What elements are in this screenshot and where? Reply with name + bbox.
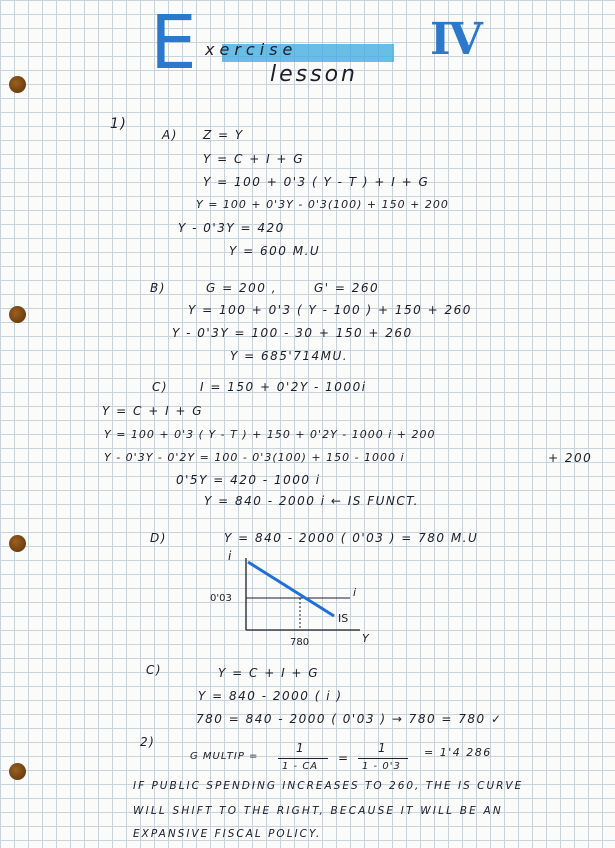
graph-x-axis-label: Y bbox=[362, 632, 369, 645]
is-curve-line bbox=[248, 562, 334, 616]
multiplier-denominator-2: 1 - 0'3 bbox=[362, 761, 401, 772]
line-e1: Y = C + I + G bbox=[218, 666, 320, 680]
line-a5: Y - 0'3Y = 420 bbox=[178, 221, 285, 235]
line-b2: Y = 100 + 0'3 ( Y - 100 ) + 150 + 260 bbox=[188, 303, 472, 317]
line-c2: Y = C + I + G bbox=[102, 404, 204, 418]
line-b3: Y - 0'3Y = 100 - 30 + 150 + 260 bbox=[172, 326, 413, 340]
multiplier-numerator-1: 1 bbox=[296, 741, 306, 755]
graph-x-value-label: 780 bbox=[290, 637, 310, 648]
title-numeral: IV bbox=[430, 14, 481, 65]
line-e2: Y = 840 - 2000 ( i ) bbox=[198, 689, 343, 703]
paragraph-line-3: EXPANSIVE FISCAL POLICY. bbox=[133, 828, 322, 840]
question-2-number: 2) bbox=[140, 735, 156, 749]
line-c4: Y - 0'3Y - 0'2Y = 100 - 0'3(100) + 150 - 1000 i bbox=[104, 451, 405, 464]
line-b1a: G = 200 , bbox=[206, 281, 278, 295]
line-a2: Y = C + I + G bbox=[203, 152, 305, 166]
multiplier-result: = 1'4 286 bbox=[424, 746, 492, 759]
part-e-label: C) bbox=[146, 663, 163, 677]
line-a1: Z = Y bbox=[203, 128, 244, 142]
line-c1: I = 150 + 0'2Y - 1000i bbox=[200, 380, 367, 394]
part-d-label: D) bbox=[150, 531, 167, 545]
equals-sign: = bbox=[338, 751, 350, 765]
question-1-number: 1) bbox=[110, 116, 128, 132]
is-graph-svg bbox=[210, 548, 380, 650]
line-c3: Y = 100 + 0'3 ( Y - T ) + 150 + 0'2Y - 1000 i + 200 bbox=[104, 428, 436, 441]
part-a-label: A) bbox=[162, 128, 178, 142]
is-curve-graph bbox=[210, 548, 380, 654]
binder-hole-2 bbox=[9, 306, 26, 323]
binder-hole-3 bbox=[9, 535, 26, 552]
binder-hole-4 bbox=[9, 763, 26, 780]
title-word-bottom: lesson bbox=[270, 62, 358, 87]
multiplier-label: G MULTIP = bbox=[190, 751, 259, 762]
title-letter: E bbox=[150, 0, 197, 86]
fraction-bar-2 bbox=[358, 758, 408, 759]
binder-hole-1 bbox=[9, 76, 26, 93]
graph-rate-line-label: i bbox=[353, 586, 357, 599]
line-a4: Y = 100 + 0'3Y - 0'3(100) + 150 + 200 bbox=[196, 198, 449, 211]
graph-rate-label: 0'03 bbox=[210, 593, 232, 604]
line-d1: Y = 840 - 2000 ( 0'03 ) = 780 M.U bbox=[224, 531, 479, 545]
graph-curve-label: IS bbox=[338, 612, 349, 625]
graph-y-axis-label: i bbox=[228, 549, 232, 563]
line-a3: Y = 100 + 0'3 ( Y - T ) + I + G bbox=[203, 175, 430, 189]
fraction-bar-1 bbox=[278, 758, 328, 759]
line-e3: 780 = 840 - 2000 ( 0'03 ) → 780 = 780 ✓ bbox=[196, 712, 503, 726]
paragraph-line-2: WILL SHIFT TO THE RIGHT, BECAUSE IT WILL BE AN bbox=[133, 805, 503, 817]
multiplier-numerator-2: 1 bbox=[378, 741, 388, 755]
line-c5: 0'5Y = 420 - 1000 i bbox=[176, 473, 321, 487]
line-c6: Y = 840 - 2000 i ← IS FUNCT. bbox=[204, 494, 419, 508]
line-a6: Y = 600 M.U bbox=[229, 244, 321, 258]
title-word-top: xercise bbox=[205, 40, 298, 59]
part-c-label: C) bbox=[152, 380, 169, 394]
part-b-label: B) bbox=[150, 281, 166, 295]
multiplier-denominator-1: 1 - CA bbox=[282, 761, 319, 772]
paragraph-line-1: IF PUBLIC SPENDING INCREASES TO 260, THE IS CURVE bbox=[133, 780, 524, 792]
line-c4-continued: + 200 bbox=[548, 451, 593, 465]
line-b4: Y = 685'714MU. bbox=[230, 349, 349, 363]
line-b1b: G' = 260 bbox=[314, 281, 380, 295]
